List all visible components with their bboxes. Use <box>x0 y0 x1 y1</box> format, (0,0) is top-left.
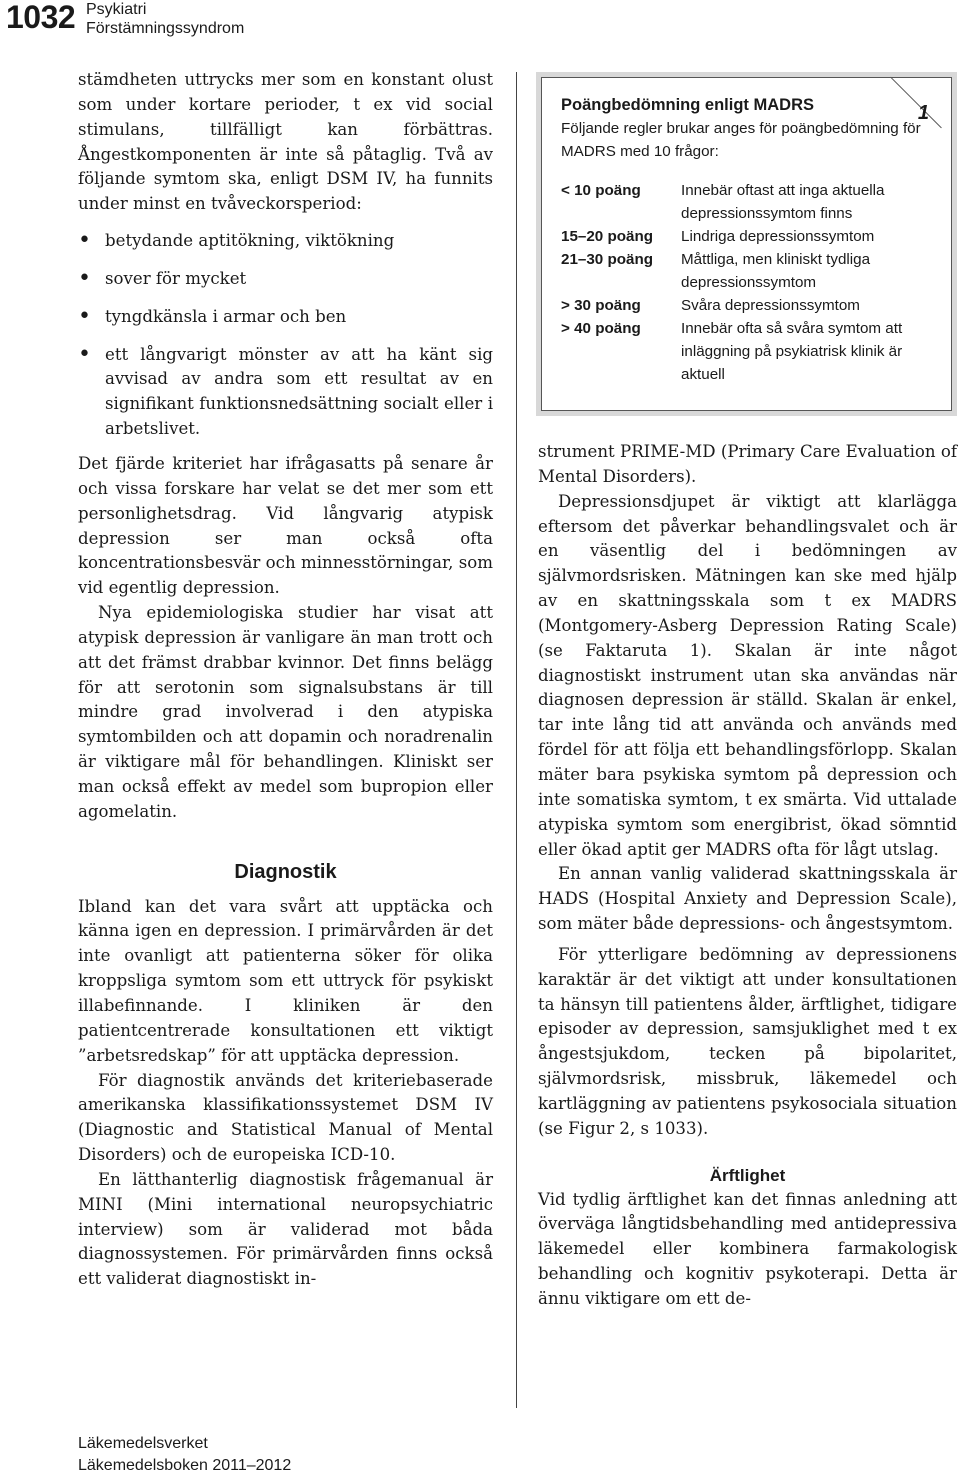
score-description: Svåra depressionssymtom <box>681 297 860 314</box>
fact-box-frame <box>541 77 952 411</box>
intro-paragraph: stämdheten uttrycks mer som en konstant olust som under kortare perioder, t ex vid social stimulans, tillfälligt kan förbättras. Ångestkomponenten är inte så påtaglig. Två av följande symtom ska, enligt DSM IV, ha funnits under minst en tvåveckorsperiod: <box>78 70 493 214</box>
score-description: Måttliga, men kliniskt tydliga depressionssymtom <box>681 251 871 291</box>
chapter-title: Psykiatri <box>86 1 147 18</box>
page-number: 1032 <box>6 0 76 35</box>
score-label: 21–30 poäng <box>561 251 654 268</box>
arftlighet-heading: Ärftlighet <box>709 1165 786 1185</box>
paragraph: För diagnostik används det kriteriebaserade amerikanska klassifikationssystemet DSM IV (Diagnostic and Statistical Manual of Mental Disorders) och de europeiska ICD-10. <box>78 1070 493 1165</box>
list-item: • sover för mycket <box>78 267 493 292</box>
score-label: < 10 poäng <box>561 182 641 199</box>
footer <box>78 1433 291 1477</box>
score-row <box>561 225 926 248</box>
score-description: Innebär oftast att inga aktuella depressionssymtom finns <box>681 182 885 222</box>
paragraph: En lätthanterlig diagnostisk frågemanual är MINI (Mini international neuropsychiatric interview) som är validerad mot båda diagnossystemen. För primärvården finns också ett validerat diagnostiskt in- <box>78 1169 493 1289</box>
paragraph: Det fjärde kriteriet har ifrågasatts på senare år och vissa forskare har velat se det mer som ett personlighetsdrag. Vid långvarig atypisk depression ser man också ofta koncentrationsbesvär och minnesstörningar, som vid egentlig depression. <box>78 453 493 598</box>
paragraph: Ibland kan det vara svårt att upptäcka och känna igen en depression. I primärvården är det inte ovanligt att patienterna söker för olika kroppsliga symtom som ett uttryck för psykiskt illabefinnande. I kliniken är den patientcentrerade konsultationen ett viktigt ”arbetsredskap” för att upptäcka depression. <box>78 896 493 1065</box>
list-item: • tyngdkänsla i armar och ben <box>78 305 493 330</box>
fact-box-number: 1 <box>917 102 929 124</box>
section-title: Förstämningssyndrom <box>86 20 245 37</box>
paragraph: En annan vanlig validerad skattningsskala är HADS (Hospital Anxiety and Depression Scale), som mäter både depressions- och ångestsymtom. <box>538 864 957 934</box>
right-column <box>538 440 957 1312</box>
paragraph: Depressionsdjupet är viktigt att klarlägga eftersom det påverkar behandlingsvalet och är en väsentlig del i bedömningen av självmordsrisken. Mätningen kan ske med hjälp av en skattningsskala som t ex MADRS (Montgomery-Asberg Depression Rating Scale) (se Faktaruta 1). Skalan är inte något diagnostiskt instrument utan ska användas när diagnosen depression är ställd. Skalan är enkel, tar inte lång tid att använda och används med fördel för att följa ett behandlingsförlopp. Skalan mäter bara psykiska symtom på depression och inte somatiska symtom, t ex smärta. Vid uttalade atypiska symtom som energibrist, ökad sömntid eller ökad aptit ger MADRS ofta för lågt utslag. <box>538 491 957 859</box>
symptom-list <box>78 229 493 442</box>
paragraph: Vid tydlig ärftlighet kan det finnas anledning att överväga långtidsbehandling med antidepressiva läkemedel eller kombinera farmakologisk behandling och kognitiv psykoterapi. Detta är ännu viktigare om ett de- <box>538 1189 957 1308</box>
paragraph: För ytterligare bedömning av depressionens karaktär är det viktigt att under konsultationen ta hänsyn till patientens ålder, ärftlighet, tidigare episoder av depression, samsjuklighet med t ex ångestsjukdom, tecken på bipolaritet, självmordsrisk, missbruk, läkemedel och kartläggning av patientens psykosociala situation (se Figur 2, s 1033). <box>538 944 957 1138</box>
score-description: Lindriga depressionssymtom <box>681 228 875 245</box>
score-label: > 40 poäng <box>561 320 641 337</box>
fact-box-intro: Följande regler brukar anges för poängbedömning för MADRS med 10 frågor: <box>561 120 921 160</box>
publisher-name: Läkemedelsverket <box>78 1435 208 1452</box>
fact-box-title: Poängbedömning enligt MADRS <box>561 96 814 114</box>
diagnostik-heading: Diagnostik <box>234 860 337 883</box>
list-item: • ett långvarigt mönster av att ha känt sig avvisad av andra som ett resultat av en signifikant funktionsnedsättning socialt eller i arbetslivet. <box>78 343 493 442</box>
running-header <box>86 0 244 38</box>
score-row <box>561 317 926 386</box>
left-column <box>78 68 493 1292</box>
score-description: Innebär ofta så svåra symtom att inläggning på psykiatrisk klinik är aktuell <box>681 320 903 383</box>
score-label: 15–20 poäng <box>561 228 654 245</box>
book-title: Läkemedelsboken 2011–2012 <box>78 1457 292 1474</box>
list-item: • betydande aptitökning, viktökning <box>78 229 493 254</box>
score-label: > 30 poäng <box>561 297 641 314</box>
column-divider <box>516 72 517 1408</box>
score-row <box>561 179 926 225</box>
paragraph: strument PRIME-MD (Primary Care Evaluation of Mental Disorders). <box>538 442 957 486</box>
fact-box-content <box>561 94 926 386</box>
fact-box <box>536 72 957 416</box>
paragraph: Nya epidemiologiska studier har visat att atypisk depression är vanligare än man trott och att det främst drabbar kvinnor. Det finns belägg för att serotonin som signalsubstans är till mindre grad involverad i den atypiska symtombilden och att dopamin och noradrenalin är viktigare mål för behandlingen. Kliniskt ser man också effekt av medel som bupropion eller agomelatin. <box>78 603 493 821</box>
score-row <box>561 248 926 294</box>
score-row <box>561 294 926 317</box>
